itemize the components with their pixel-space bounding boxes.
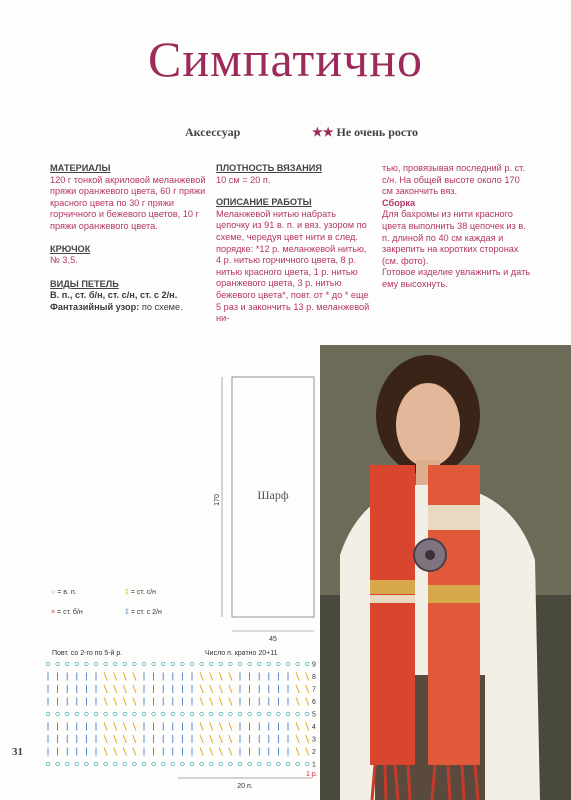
chain-stitch-symbol bbox=[123, 762, 127, 766]
double-crochet-symbol bbox=[210, 723, 213, 731]
chain-stitch-symbol bbox=[65, 662, 69, 666]
chain-stitch-symbol bbox=[94, 712, 98, 716]
fringe-6 bbox=[448, 765, 450, 800]
double-crochet-symbol bbox=[104, 673, 107, 681]
double-crochet-symbol bbox=[104, 698, 107, 706]
description-text: Меланжевой нитью набрать цепочку из 91 в. п. и вяз. узором по схеме, чередуя цвет нити в след. порядке: *12 р. меланжевой нитью, 4 р. нитью горчичного цвета, 8 р. нитью красного цвета, 1 р. нитью оранжевого цвета, 3 р. нитью бежевого цвета*, повт. от * до * еще 5 раз и закончить 13 р. меланжевой ни- bbox=[216, 208, 370, 324]
chain-stitch-symbol bbox=[200, 762, 204, 766]
double-crochet-symbol bbox=[306, 735, 309, 743]
double-crochet-symbol bbox=[200, 735, 203, 743]
double-crochet-symbol bbox=[114, 673, 117, 681]
difficulty-label bbox=[312, 125, 418, 140]
double-crochet-symbol bbox=[306, 673, 309, 681]
double-crochet-symbol bbox=[306, 748, 309, 756]
fringe-4 bbox=[408, 765, 410, 800]
chain-stitch-symbol bbox=[133, 662, 137, 666]
double-crochet-symbol bbox=[114, 685, 117, 693]
chain-stitch-symbol bbox=[248, 712, 252, 716]
first-row-label: 1 р. bbox=[306, 771, 318, 778]
chain-stitch-symbol bbox=[219, 662, 223, 666]
chain-stitch-symbol bbox=[65, 762, 69, 766]
double-crochet-symbol bbox=[306, 698, 309, 706]
chain-stitch-symbol bbox=[296, 662, 300, 666]
column-3 bbox=[382, 163, 532, 291]
chain-stitch-symbol bbox=[85, 662, 89, 666]
scarf-stripe-mustard-right bbox=[428, 585, 480, 603]
chain-stitch-symbol bbox=[305, 712, 309, 716]
chain-stitch-symbol bbox=[286, 712, 290, 716]
chain-stitch-symbol bbox=[219, 762, 223, 766]
double-crochet-symbol bbox=[219, 685, 222, 693]
chain-stitch-symbol bbox=[152, 762, 156, 766]
scarf-stripe-mustard bbox=[370, 580, 415, 594]
chain-stitch-symbol bbox=[267, 762, 271, 766]
materials-header: МАТЕРИАЛЫ bbox=[50, 163, 111, 173]
chain-stitch-symbol bbox=[248, 762, 252, 766]
double-crochet-symbol bbox=[104, 748, 107, 756]
double-crochet-symbol bbox=[133, 723, 136, 731]
chain-stitch-symbol bbox=[75, 662, 79, 666]
chain-stitch-symbol bbox=[190, 662, 194, 666]
chain-stitch-symbol bbox=[257, 762, 261, 766]
column-2 bbox=[216, 163, 371, 325]
materials-text: 120 г тонкой акриловой меланжевой пряжи оранжевого цвета, 60 г пряжи красного цвета по 30 г пряжи горчичного и бежевого цветов, 10 г пряжи оранжевого цвета. bbox=[50, 174, 206, 231]
chain-stitch-symbol bbox=[286, 662, 290, 666]
chain-stitch-symbol bbox=[75, 762, 79, 766]
double-crochet-symbol bbox=[210, 748, 213, 756]
chain-stitch-symbol bbox=[171, 712, 175, 716]
chain-stitch-symbol bbox=[171, 662, 175, 666]
assembly-header: Сборка bbox=[382, 197, 416, 208]
chain-stitch-symbol bbox=[104, 662, 108, 666]
chain-stitch-symbol bbox=[229, 762, 233, 766]
chain-stitch-symbol bbox=[277, 662, 281, 666]
chain-stitch-symbol bbox=[267, 662, 271, 666]
pendant-center bbox=[425, 550, 435, 560]
chain-stitch-symbol bbox=[181, 662, 185, 666]
double-crochet-symbol bbox=[123, 698, 126, 706]
chain-stitch-symbol bbox=[65, 712, 69, 716]
chain-stitch-symbol bbox=[152, 662, 156, 666]
chain-stitch-symbol bbox=[286, 762, 290, 766]
difficulty-text: Не очень росто bbox=[336, 125, 418, 139]
chain-stitch-symbol bbox=[248, 662, 252, 666]
chain-stitch-symbol bbox=[238, 762, 242, 766]
chain-stitch-symbol bbox=[161, 762, 165, 766]
chain-stitch-icon: ○ bbox=[51, 589, 56, 596]
chain-stitch-symbol bbox=[123, 662, 127, 666]
pattern-label: Фантазийный узор: bbox=[50, 301, 140, 312]
fringe-7 bbox=[462, 765, 464, 800]
double-crochet-symbol bbox=[104, 685, 107, 693]
chain-stitch-symbol bbox=[85, 762, 89, 766]
double-crochet-symbol bbox=[133, 735, 136, 743]
row-number-label: 9 bbox=[312, 661, 316, 669]
face bbox=[396, 383, 460, 467]
chain-stitch-symbol bbox=[133, 762, 137, 766]
double-crochet-symbol bbox=[296, 673, 299, 681]
legend bbox=[45, 587, 225, 627]
double-crochet-symbol bbox=[123, 685, 126, 693]
chain-stitch-symbol bbox=[200, 712, 204, 716]
page-title: Симпатично bbox=[148, 31, 423, 87]
density-text: 10 см = 20 п. bbox=[216, 174, 271, 185]
single-crochet-icon: × bbox=[51, 609, 56, 616]
chain-stitch-symbol bbox=[238, 662, 242, 666]
double-crochet-symbol bbox=[104, 723, 107, 731]
chain-stitch-symbol bbox=[190, 712, 194, 716]
double-crochet-symbol bbox=[200, 698, 203, 706]
repeat-width-label: 20 п. bbox=[237, 783, 253, 790]
treble-crochet-icon: ‡ bbox=[125, 609, 129, 616]
chain-stitch-symbol bbox=[56, 762, 60, 766]
crochet-chart bbox=[40, 658, 325, 790]
chain-stitch-symbol bbox=[267, 712, 271, 716]
chain-stitch-symbol bbox=[200, 662, 204, 666]
double-crochet-symbol bbox=[200, 748, 203, 756]
chain-stitch-symbol bbox=[46, 762, 50, 766]
chain-stitch-symbol bbox=[142, 762, 146, 766]
row-number-label: 7 bbox=[312, 686, 316, 694]
chain-stitch-symbol bbox=[75, 712, 79, 716]
chain-stitch-symbol bbox=[85, 712, 89, 716]
chain-stitch-symbol bbox=[56, 662, 60, 666]
repeat-rows-label: Повт. со 2-го по 5-й р. bbox=[52, 650, 123, 657]
chain-stitch-symbol bbox=[104, 762, 108, 766]
description-header: ОПИСАНИЕ РАБОТЫ bbox=[216, 197, 312, 208]
chain-stitch-symbol bbox=[257, 712, 261, 716]
chain-stitch-symbol bbox=[56, 712, 60, 716]
scarf-label: Шарф bbox=[257, 488, 289, 502]
chain-stitch-symbol bbox=[104, 712, 108, 716]
page-number: 31 bbox=[12, 746, 23, 758]
double-crochet-symbol bbox=[229, 748, 232, 756]
double-crochet-symbol bbox=[219, 673, 222, 681]
chain-stitch-symbol bbox=[123, 712, 127, 716]
finishing-text: Готовое изделие увлажнить и дать ему высохнуть. bbox=[382, 267, 531, 289]
double-crochet-symbol bbox=[133, 698, 136, 706]
double-crochet-symbol bbox=[114, 698, 117, 706]
chain-stitch-symbol bbox=[142, 662, 146, 666]
double-crochet-symbol bbox=[306, 685, 309, 693]
chain-stitch-symbol bbox=[209, 712, 213, 716]
row-number-label: 6 bbox=[312, 699, 316, 706]
chain-stitch-symbol bbox=[277, 762, 281, 766]
double-crochet-symbol bbox=[296, 698, 299, 706]
double-crochet-symbol bbox=[219, 748, 222, 756]
double-crochet-symbol bbox=[229, 698, 232, 706]
chain-stitch-symbol bbox=[142, 712, 146, 716]
double-crochet-symbol bbox=[219, 723, 222, 731]
width-label: 45 bbox=[269, 636, 277, 643]
double-crochet-symbol bbox=[296, 723, 299, 731]
chain-stitch-symbol bbox=[46, 712, 50, 716]
double-crochet-symbol bbox=[210, 685, 213, 693]
pattern-text: по схеме. bbox=[139, 301, 183, 312]
chain-stitch-symbol bbox=[152, 712, 156, 716]
chain-stitch-symbol bbox=[209, 662, 213, 666]
model-photo bbox=[320, 345, 571, 800]
chain-stitch-symbol bbox=[238, 712, 242, 716]
double-crochet-symbol bbox=[219, 698, 222, 706]
double-crochet-symbol bbox=[229, 723, 232, 731]
chain-stitch-symbol bbox=[161, 712, 165, 716]
chain-stitch-symbol bbox=[229, 662, 233, 666]
double-crochet-symbol bbox=[114, 735, 117, 743]
chain-stitch-symbol bbox=[181, 712, 185, 716]
chain-stitch-symbol bbox=[181, 762, 185, 766]
double-crochet-symbol bbox=[133, 685, 136, 693]
fringe-2 bbox=[385, 765, 386, 800]
row-number-label: 3 bbox=[312, 736, 316, 744]
chain-stitch-symbol bbox=[219, 712, 223, 716]
chain-stitch-symbol bbox=[113, 662, 117, 666]
chain-stitch-symbol bbox=[94, 662, 98, 666]
stitches-line1: В. п., ст. б/н, ст. с/н, ст. с 2/н. bbox=[50, 290, 178, 301]
chain-stitch-symbol bbox=[296, 712, 300, 716]
chain-stitch-symbol bbox=[296, 762, 300, 766]
chain-stitch-symbol bbox=[46, 662, 50, 666]
chain-stitch-symbol bbox=[305, 762, 309, 766]
double-crochet-symbol bbox=[210, 673, 213, 681]
chain-stitch-symbol bbox=[113, 712, 117, 716]
stitches-header: ВИДЫ ПЕТЕЛЬ bbox=[50, 278, 119, 289]
double-crochet-symbol bbox=[123, 735, 126, 743]
double-crochet-symbol bbox=[229, 735, 232, 743]
double-crochet-symbol bbox=[104, 735, 107, 743]
row-number-label: 4 bbox=[312, 724, 316, 731]
hook-header: КРЮЧОК bbox=[50, 243, 91, 254]
legend-st2n: ‡ = ст. с 2/н bbox=[125, 609, 162, 616]
difficulty-stars: ★★ bbox=[312, 125, 334, 139]
double-crochet-symbol bbox=[229, 673, 232, 681]
chain-stitch-symbol bbox=[113, 762, 117, 766]
chain-stitch-symbol bbox=[229, 712, 233, 716]
double-crochet-symbol bbox=[133, 748, 136, 756]
double-crochet-symbol bbox=[123, 723, 126, 731]
chain-stitch-symbol bbox=[190, 762, 194, 766]
double-crochet-symbol bbox=[114, 748, 117, 756]
scarf-stripe-beige bbox=[370, 595, 415, 603]
double-crochet-symbol bbox=[200, 723, 203, 731]
chain-stitch-symbol bbox=[161, 662, 165, 666]
scarf-stripe-beige-right bbox=[428, 505, 480, 530]
chain-stitch-symbol bbox=[133, 712, 137, 716]
double-crochet-symbol bbox=[200, 673, 203, 681]
row-number-label: 1 bbox=[312, 761, 316, 769]
double-crochet-symbol bbox=[306, 723, 309, 731]
chain-stitch-symbol bbox=[277, 712, 281, 716]
double-crochet-symbol bbox=[296, 748, 299, 756]
double-crochet-icon: ‡ bbox=[125, 589, 129, 596]
hook-text: № 3,5. bbox=[50, 255, 78, 266]
row-number-label: 8 bbox=[312, 674, 316, 681]
height-label: 170 bbox=[214, 494, 221, 506]
double-crochet-symbol bbox=[210, 698, 213, 706]
chain-stitch-symbol bbox=[94, 762, 98, 766]
double-crochet-symbol bbox=[123, 748, 126, 756]
assembly-text: Для бахромы из нити красного цвета выполнить 38 цепочек из в. п. длиной по 40 см каждая и закрепить на коротких сторонах (см. фото). bbox=[382, 209, 526, 266]
row-number-label: 5 bbox=[312, 711, 316, 719]
row-number-label: 2 bbox=[312, 749, 316, 756]
legend-stbn: × = ст. б/н bbox=[51, 609, 83, 616]
double-crochet-symbol bbox=[200, 685, 203, 693]
chain-stitch-symbol bbox=[171, 762, 175, 766]
double-crochet-symbol bbox=[210, 735, 213, 743]
double-crochet-symbol bbox=[123, 673, 126, 681]
double-crochet-symbol bbox=[296, 735, 299, 743]
double-crochet-symbol bbox=[296, 685, 299, 693]
category-label: Аксессуар bbox=[185, 125, 241, 139]
scarf-left-side bbox=[370, 465, 415, 765]
double-crochet-symbol bbox=[133, 673, 136, 681]
double-crochet-symbol bbox=[229, 685, 232, 693]
chain-stitch-symbol bbox=[209, 762, 213, 766]
chain-stitch-symbol bbox=[257, 662, 261, 666]
chain-stitch-symbol bbox=[305, 662, 309, 666]
density-header: ПЛОТНОСТЬ ВЯЗАНИЯ bbox=[216, 163, 323, 173]
column-1 bbox=[50, 163, 210, 314]
double-crochet-symbol bbox=[114, 723, 117, 731]
double-crochet-symbol bbox=[219, 735, 222, 743]
legend-stsn: ‡ = ст. с/н bbox=[125, 589, 157, 596]
stitch-multiple-label: Число п. кратно 20+11 bbox=[205, 650, 278, 657]
description-continued: тью, провязывая последний р. ст. с/н. На общей высоте около 170 см закончить вяз. bbox=[382, 163, 525, 197]
legend-vp: ○ = в. п. bbox=[51, 589, 77, 596]
